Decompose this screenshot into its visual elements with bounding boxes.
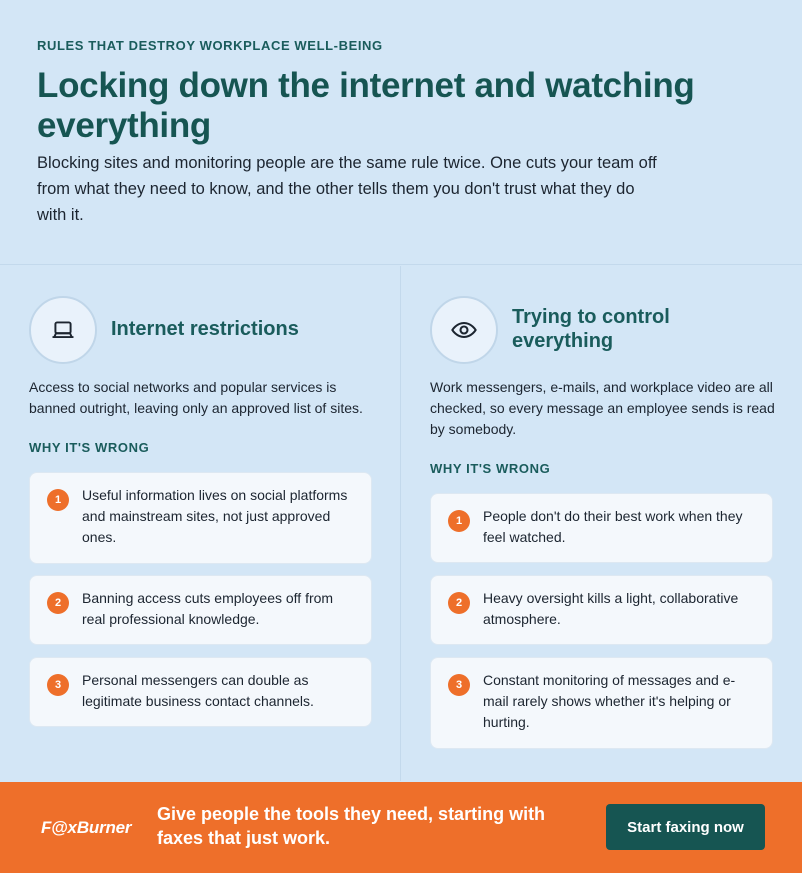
reason-card	[29, 472, 372, 564]
column-control-everything	[401, 266, 802, 781]
hero-section	[0, 0, 802, 265]
cta-message: Give people the tools they need, starting with faxes that just work.	[157, 804, 546, 848]
intro-paragraph: Blocking sites and monitoring people are the same rule twice. One cuts your team off from what they need to know, and the other tells them you don't trust what they do with it.	[37, 154, 657, 224]
reason-number-badge: 1	[47, 489, 69, 511]
reason-text: Constant monitoring of messages and e-mail rarely shows whether it's helping or hurting.	[483, 672, 736, 730]
column-title: Trying to control everything	[512, 306, 670, 352]
reason-card	[29, 657, 372, 727]
column-description: Work messengers, e-mails, and workplace video are all checked, so every message an employee sends is read by somebody.	[430, 379, 775, 437]
brand-logo[interactable]: F@xBurner	[41, 818, 132, 837]
reason-card	[430, 493, 773, 563]
reason-number-badge: 2	[47, 592, 69, 614]
reason-text: Heavy oversight kills a light, collaborative atmosphere.	[483, 590, 739, 627]
reason-text: People don't do their best work when they feel watched.	[483, 508, 743, 545]
reason-card	[29, 575, 372, 645]
eyebrow-label: RULES THAT DESTROY WORKPLACE WELL-BEING	[37, 38, 383, 53]
why-label: WHY IT'S WRONG	[430, 461, 551, 476]
reason-number-badge: 2	[448, 592, 470, 614]
reason-text: Personal messengers can double as legitimate business contact channels.	[82, 672, 314, 709]
page-title: Locking down the internet and watching everything	[37, 66, 695, 145]
reason-number-badge: 3	[448, 674, 470, 696]
reason-text: Banning access cuts employees off from real professional knowledge.	[82, 590, 334, 627]
reason-card	[430, 657, 773, 749]
reason-card	[430, 575, 773, 645]
column-title: Internet restrictions	[111, 318, 299, 340]
laptop-icon	[29, 296, 97, 364]
cta-banner	[0, 782, 802, 873]
start-faxing-button[interactable]: Start faxing now	[606, 804, 765, 850]
reason-number-badge: 3	[47, 674, 69, 696]
column-internet-restrictions	[0, 266, 401, 781]
eye-icon	[430, 296, 498, 364]
why-label: WHY IT'S WRONG	[29, 440, 150, 455]
column-description: Access to social networks and popular services is banned outright, leaving only an approved list of sites.	[29, 379, 363, 416]
reason-number-badge: 1	[448, 510, 470, 532]
reason-text: Useful information lives on social platforms and mainstream sites, not just approved ones.	[82, 487, 348, 545]
